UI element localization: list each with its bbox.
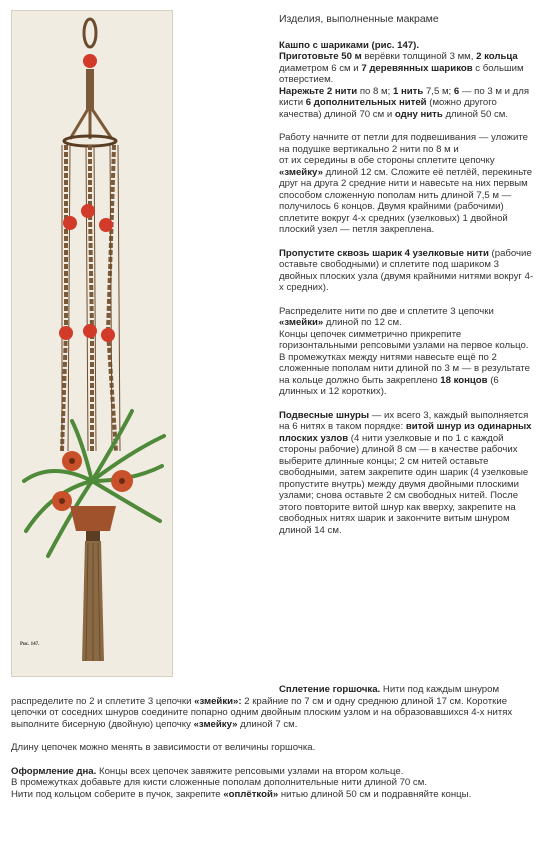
bead <box>83 324 97 338</box>
page-title: Изделия, выполненные макраме <box>279 13 439 25</box>
section-heading: Кашпо с шариками (рис. 147). <box>279 39 419 51</box>
bottom-text <box>11 684 531 812</box>
bead <box>63 216 77 230</box>
bead <box>81 204 95 218</box>
bead <box>59 326 73 340</box>
pot-paragraph: Сплетение горшочка. Нити под каждым шнуром распределите по 2 и сплетите 3 цепочки «змейки»: 2 крайние по 7 см и одну среднюю длиной 17 см. Короткие цепочки от соседних шнуров соедините попарно одним двойным плоским узлом и на образовавшихся 4-х нитях выполните бисерную (двойную) цепочку «змейку» длиной 7 см. <box>11 684 513 730</box>
macrame-illustration <box>11 10 173 677</box>
plant-hanger-drawing <box>12 11 172 676</box>
bead-paragraph: Пропустите сквозь шарик 4 узелковые нити (рабочие оставьте свободными) и сплетите под шариком 3 двойных плоских узла (двумя крайними нитями вокруг 4-х средних). <box>279 247 534 293</box>
length-note: Длину цепочек можно менять в зависимости от величины горшочка. <box>11 742 316 753</box>
pot <box>70 506 116 531</box>
bottom-paragraph: Оформление дна. Концы всех цепочек завяжите репсовыми узлами на втором кольце. В промежутках добавьте для кисти сложенные пополам дополнительные нити длиной 70 см. Нити под кольцом соберите в пучок, закрепите «оплёткой» нитью длиной 50 см и подравняйте концы. <box>11 765 472 800</box>
figure-caption: Рис. 147. <box>20 642 40 647</box>
bead <box>101 328 115 342</box>
bead <box>99 218 113 232</box>
materials-paragraph: Кашпо с шариками (рис. 147). Приготовьте 50 м верёвки толщиной 3 мм, 2 кольца диаметром 6 см и 7 деревянных шариков с большим отверстием. Нарежьте 2 нити по 8 м; 1 нить 7,5 м; 6 — по 3 м и для кисти 6 дополнительных нитей (можно другого качества) длиной 70 см и одну нить длиной 50 см. <box>279 39 530 120</box>
start-paragraph: Работу начните от петли для подвешивания — уложите на подушке вертикально 2 нити по 8 м и от их середины в обе стороны сплетите цепочку «змейку» длиной 12 см. Сложите её петлёй, перекиньте друг на друга 2 средние нити и навесьте на них первым способом сложенную пополам нить длиной 7,5 м — получилось 6 концов. Двумя крайними (рабочими) сплетите вокруг 4-х средних (узелковых) 1 двойной плоский узел — петля закреплена. <box>279 132 533 235</box>
chains-paragraph: Распределите нити по две и сплетите 3 цепочки «змейки» длиной по 12 см. Концы цепочек симметрично прикрепите горизонтальными репсовыми узлами на первое кольцо. В промежутках между нитями навесьте ещё по 2 сложенные пополам нити длиной по 3 м — в результате на кольце должно быть закреплено 18 концов (6 длинных и 12 коротких). <box>279 305 531 397</box>
instructions-column <box>279 14 537 548</box>
bead <box>83 54 97 68</box>
cords-paragraph: Подвесные шнуры — их всего 3, каждый выполняется на 6 нитях в таком порядке: витой шнур из одинарных плоских узлов (4 нити узелковые и по 1 с каждой стороны рабочие) длиной 8 см — в качестве рабочих выберите длинные концы; 2 см нитей оставьте свободными, затем закрепите один шарик (4 узелковые пропустите внутрь) между двумя двойными плоскими узлами; снова оставьте 2 см свободных нитей. После этого повторите витой шнур как вверху, закрепите на свободных нитях шарик и закончите витым шнуром длиной 14 см. <box>279 409 532 536</box>
